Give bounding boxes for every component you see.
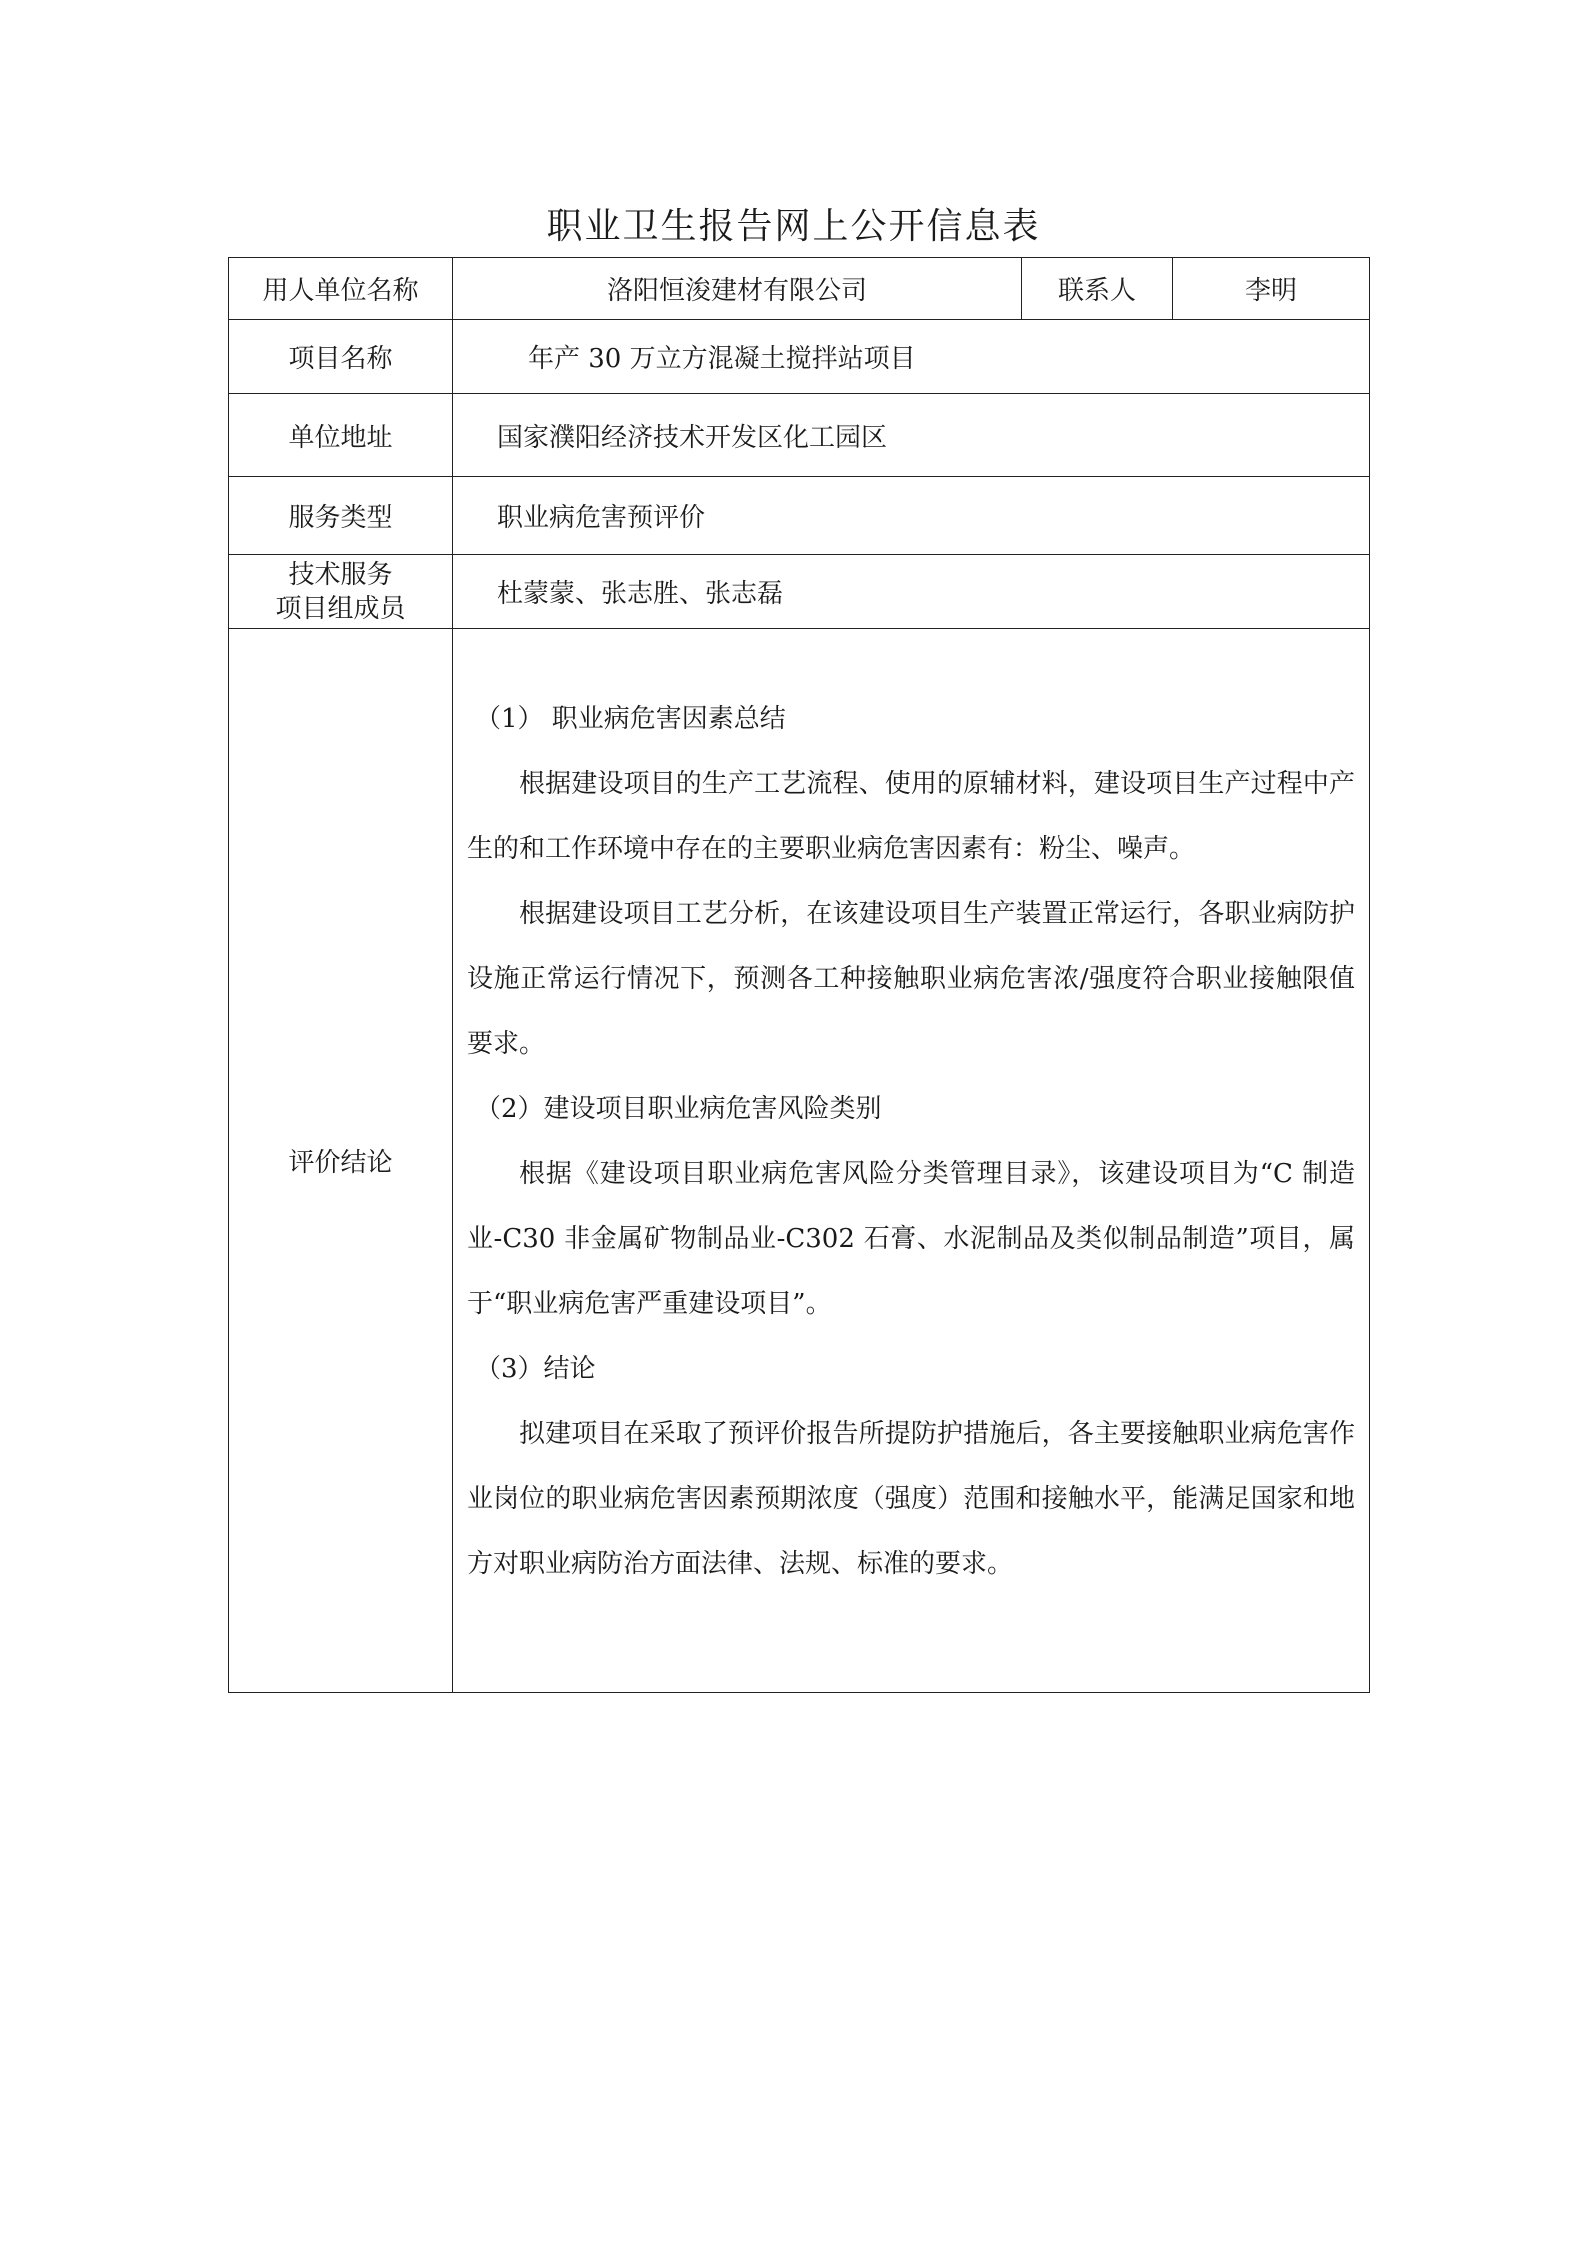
team-label-line2: 项目组成员: [275, 593, 406, 624]
section3-paragraph1: 拟建项目在采取了预评价报告所提防护措施后，各主要接触职业病危害作业岗位的职业病危害因素预期浓度（强度）范围和接触水平，能满足国家和地方对职业病防治方面法律、法规、标准的要求。: [467, 1419, 1355, 1579]
project-value: 年产 30 万立方混凝土搅拌站项目: [453, 320, 1370, 394]
service-value: 职业病危害预评价: [453, 477, 1370, 555]
address-label: 单位地址: [229, 394, 453, 477]
conclusion-row: [229, 629, 1370, 1693]
info-table: [228, 257, 1370, 1693]
section3-heading: （3）结论: [475, 1354, 596, 1384]
team-row: [229, 555, 1370, 629]
contact-label: 联系人: [1022, 258, 1173, 320]
address-value: 国家濮阳经济技术开发区化工园区: [453, 394, 1370, 477]
section1-heading: （1） 职业病危害因素总结: [475, 704, 786, 734]
section1-paragraph1: 根据建设项目的生产工艺流程、使用的原辅材料，建设项目生产过程中产生的和工作环境中存在的主要职业病危害因素有：粉尘、噪声。: [467, 769, 1355, 864]
employer-value: 洛阳恒浚建材有限公司: [453, 258, 1022, 320]
section1-paragraph2: 根据建设项目工艺分析，在该建设项目生产装置正常运行，各职业病防护设施正常运行情况下，预测各工种接触职业病危害浓/强度符合职业接触限值要求。: [467, 899, 1355, 1059]
contact-value: 李明: [1173, 258, 1370, 320]
employer-label: 用人单位名称: [229, 258, 453, 320]
document-title: 职业卫生报告网上公开信息表: [546, 206, 1041, 247]
team-label: [229, 555, 453, 629]
project-label: 项目名称: [229, 320, 453, 394]
service-label: 服务类型: [229, 477, 453, 555]
section2-paragraph1: 根据《建设项目职业病危害风险分类管理目录》，该建设项目为“C 制造业-C30 非金属矿物制品业-C302 石膏、水泥制品及类似制品制造”项目，属于“职业病危害严重建设项目”。: [467, 1159, 1355, 1319]
section2-heading: （2）建设项目职业病危害风险类别: [475, 1094, 882, 1124]
address-row: [229, 394, 1370, 477]
project-row: [229, 320, 1370, 394]
employer-row: [229, 258, 1370, 320]
team-label-line1: 技术服务: [288, 559, 393, 590]
team-value: 杜蒙蒙、张志胜、张志磊: [453, 555, 1370, 629]
conclusion-label: 评价结论: [229, 629, 453, 1693]
service-row: [229, 477, 1370, 555]
conclusion-content: [453, 629, 1370, 1693]
